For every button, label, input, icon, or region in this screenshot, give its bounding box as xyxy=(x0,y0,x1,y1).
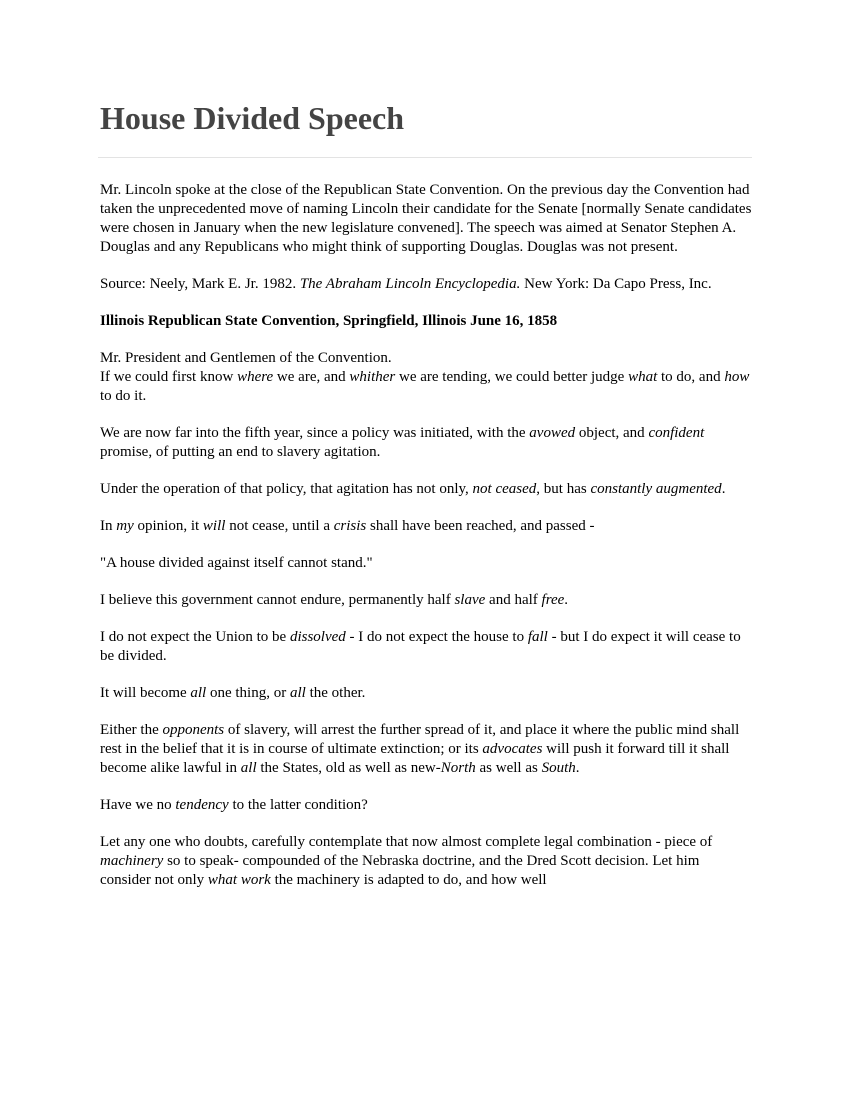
emphasis: all xyxy=(289,685,306,701)
emphasis: advocates xyxy=(482,741,543,757)
text-run: I believe this government cannot endure, permanently half xyxy=(100,592,455,608)
salutation: Mr. President and Gentlemen of the Convention. xyxy=(100,350,392,366)
speech-paragraph-2 xyxy=(100,424,752,462)
text-run: shall have been reached, and passed - xyxy=(366,518,595,534)
speech-paragraph-6 xyxy=(100,591,752,610)
emphasis: not ceased xyxy=(472,481,537,497)
text-run: and half xyxy=(485,592,542,608)
intro-paragraph: Mr. Lincoln spoke at the close of the Republican State Convention. On the previous day the Convention had taken the unprecedented move of naming Lincoln their candidate for the Senate [normally Senate candidates were chosen in January when the new legislature convened]. The speech was aimed at Senator Stephen A. Douglas and any Republicans who might think of supporting Douglas. Douglas was not present. xyxy=(100,182,752,255)
emphasis: tendency xyxy=(175,797,229,813)
text-run: We are now far into the fifth year, since a policy was initiated, with the xyxy=(100,425,530,441)
source-suffix: New York: Da Capo Press, Inc. xyxy=(520,276,712,292)
emphasis: avowed xyxy=(529,425,576,441)
speech-paragraph-8 xyxy=(100,684,752,703)
emphasis: all xyxy=(240,760,257,776)
text-run: - but I do expect it will cease to be divided. xyxy=(100,629,741,664)
speech-paragraph-9 xyxy=(100,721,752,778)
emphasis: all xyxy=(190,685,207,701)
emphasis: whither xyxy=(349,369,396,385)
emphasis: how xyxy=(724,369,750,385)
text-run: . xyxy=(575,760,580,776)
text-run: object, and xyxy=(575,425,649,441)
emphasis: my xyxy=(116,518,134,534)
emphasis: fall xyxy=(527,629,548,645)
speech-paragraph-1 xyxy=(100,349,752,406)
emphasis: constantly augmented xyxy=(590,481,722,497)
emphasis: what xyxy=(628,369,658,385)
emphasis: dissolved xyxy=(289,629,346,645)
text-run: as well as xyxy=(475,760,542,776)
emphasis: opponents xyxy=(162,722,225,738)
text-run: It will become xyxy=(100,685,191,701)
source-book-title: The Abraham Lincoln Encyclopedia. xyxy=(299,276,521,292)
source-citation xyxy=(100,275,752,294)
occasion-heading: Illinois Republican State Convention, Springfield, Illinois June 16, 1858 xyxy=(100,313,558,329)
title-divider xyxy=(98,157,752,158)
emphasis: machinery xyxy=(100,853,164,869)
speech-paragraph-4 xyxy=(100,517,752,536)
text-run: Have we no xyxy=(100,797,176,813)
text-run: to do it. xyxy=(100,388,147,404)
text-run: In xyxy=(100,518,117,534)
emphasis: crisis xyxy=(333,518,367,534)
text-run: If we could first know xyxy=(100,369,238,385)
text-run: the machinery is adapted to do, and how well xyxy=(270,872,547,888)
text-run: of slavery, will arrest the further spread of it, and place it where the public mind shall rest in the belief that it is in course of ultimate extinction; or its xyxy=(100,722,740,757)
text-run: one thing, or xyxy=(206,685,290,701)
text-run: will push it forward till it shall become alike lawful in xyxy=(100,741,730,776)
text-run: not cease, until a xyxy=(225,518,334,534)
text-run: the States, old as well as new- xyxy=(256,760,441,776)
text-run: we are, and xyxy=(273,369,350,385)
text-run: . xyxy=(564,592,569,608)
speech-paragraph-10 xyxy=(100,796,752,815)
emphasis: where xyxy=(237,369,274,385)
text-run: I do not expect the Union to be xyxy=(100,629,290,645)
text-run: we are tending, we could better judge xyxy=(395,369,629,385)
text-run: Either the xyxy=(100,722,163,738)
emphasis: South xyxy=(541,760,576,776)
speech-paragraph-11 xyxy=(100,833,752,890)
text-run: promise, of putting an end to slavery agitation. xyxy=(100,444,381,460)
emphasis: North xyxy=(440,760,476,776)
text-run: . xyxy=(721,481,726,497)
emphasis: confident xyxy=(648,425,705,441)
emphasis: slave xyxy=(454,592,486,608)
source-prefix: Source: Neely, Mark E. Jr. 1982. xyxy=(100,276,300,292)
text-run: so to speak- compounded of the Nebraska doctrine, and the Dred Scott decision. Let him consider not only xyxy=(100,853,700,888)
page-title: House Divided Speech xyxy=(100,100,405,136)
text-run: to the latter condition? xyxy=(228,797,368,813)
emphasis: what work xyxy=(207,872,271,888)
document-body xyxy=(100,181,752,908)
text-run: Let any one who doubts, carefully contemplate that now almost complete legal combination - piece of xyxy=(100,834,713,850)
text-run: the other. xyxy=(305,685,366,701)
text-run: - I do not expect the house to xyxy=(345,629,528,645)
text-run: opinion, it xyxy=(133,518,203,534)
speech-paragraph-7 xyxy=(100,628,752,666)
text-run: , but has xyxy=(536,481,591,497)
text-run: to do, and xyxy=(657,369,725,385)
speech-paragraph-3 xyxy=(100,480,752,499)
emphasis: free xyxy=(541,592,565,608)
text-run: Under the operation of that policy, that agitation has not only, xyxy=(100,481,473,497)
speech-quote: "A house divided against itself cannot stand." xyxy=(100,555,373,571)
emphasis: will xyxy=(202,518,226,534)
